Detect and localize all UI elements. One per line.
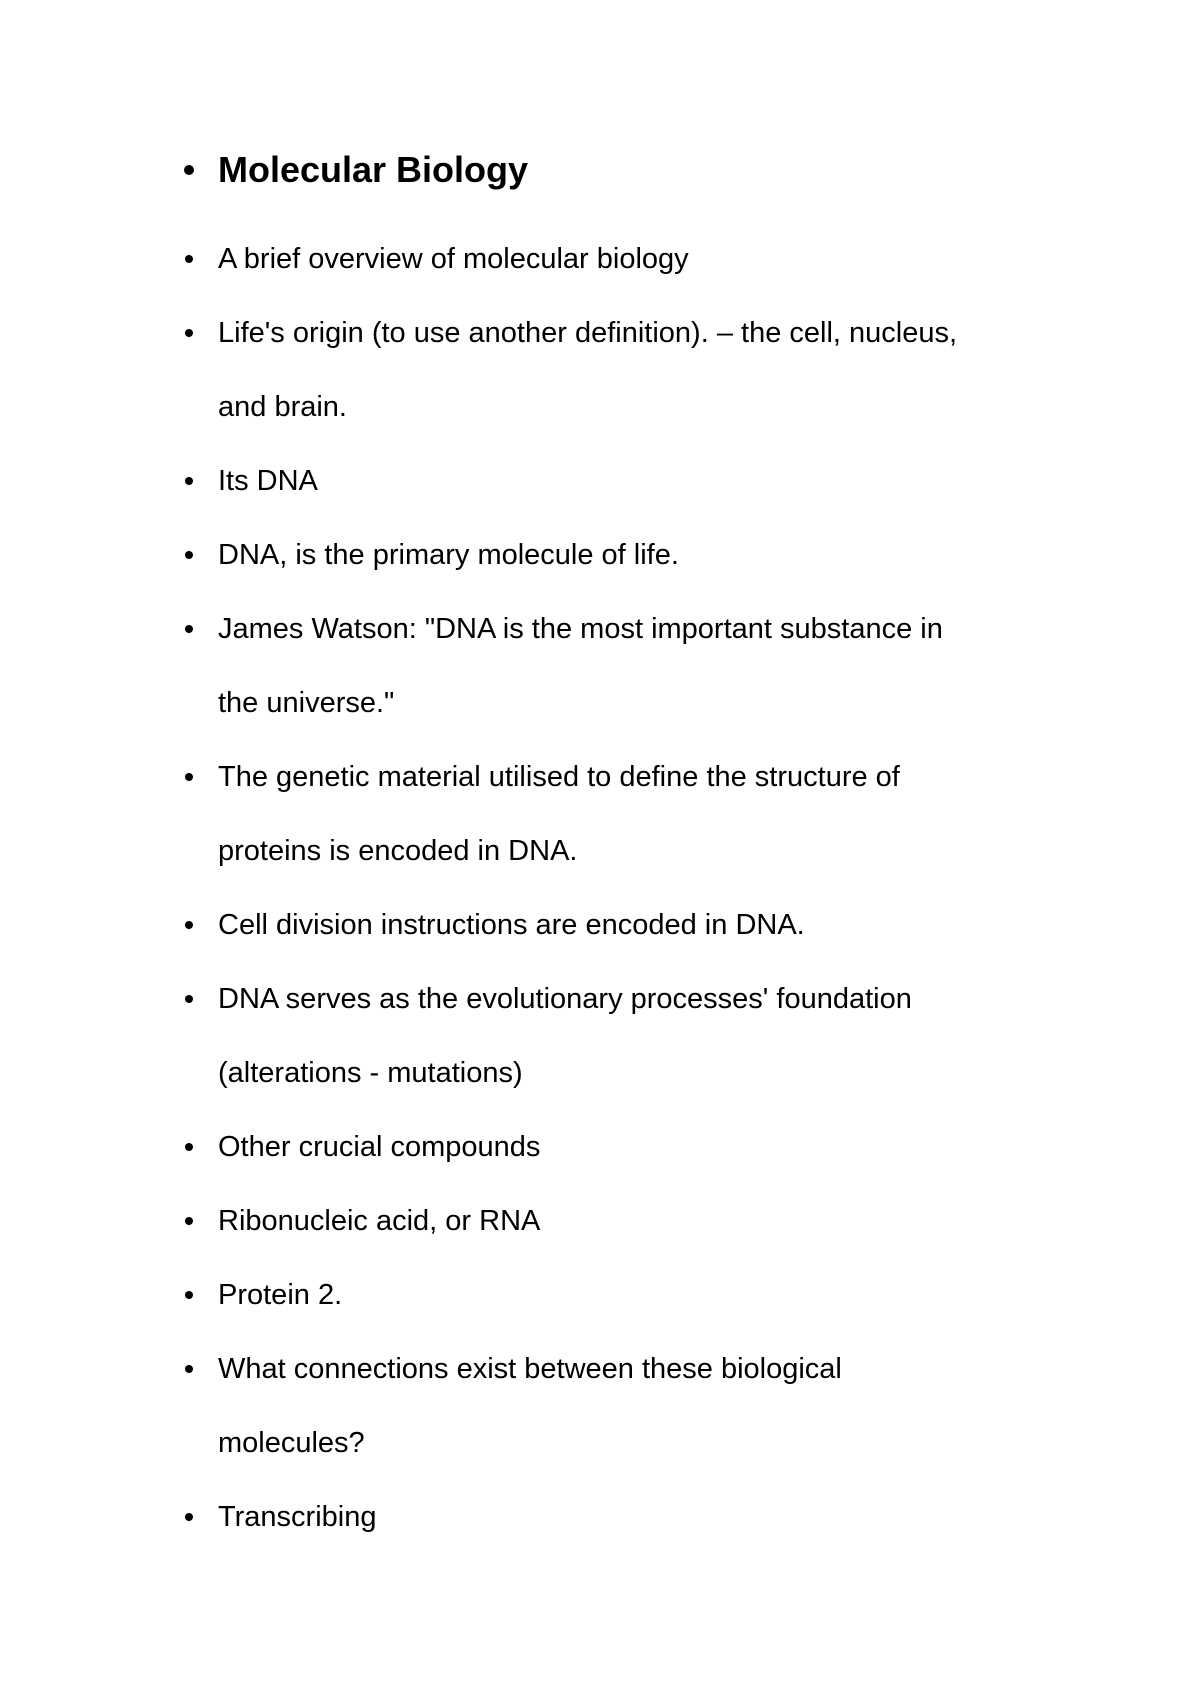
bullet-icon: [185, 329, 193, 337]
list-item-text: (alterations - mutations): [218, 1057, 523, 1089]
bullet-icon: [185, 477, 193, 485]
list-item-text: Cell division instructions are encoded in DNA.: [218, 909, 805, 941]
bullet-icon: [185, 551, 193, 559]
bullet-icon: [185, 1217, 193, 1225]
list-item-text: Ribonucleic acid, or RNA: [218, 1205, 541, 1237]
list-item-text: What connections exist between these biological: [218, 1353, 842, 1385]
page-title: Molecular Biology: [218, 149, 529, 190]
bullet-icon: [185, 1291, 193, 1299]
list-item-text: The genetic material utilised to define the structure of: [218, 761, 900, 793]
list-item-text: DNA, is the primary molecule of life.: [218, 539, 679, 571]
list-item-text: James Watson: "DNA is the most important substance in: [218, 613, 943, 645]
list-item-text: molecules?: [218, 1427, 365, 1459]
list-item-text: Transcribing: [218, 1501, 377, 1533]
bullet-icon: [185, 1143, 193, 1151]
list-item-text: and brain.: [218, 391, 347, 423]
list-item-text: Its DNA: [218, 465, 318, 497]
bullet-icon: [185, 921, 193, 929]
list-item-text: Other crucial compounds: [218, 1131, 541, 1163]
bullet-icon: [185, 995, 193, 1003]
bullet-icon: [185, 1513, 193, 1521]
bullet-icon: [184, 165, 194, 175]
bullet-icon: [185, 1365, 193, 1373]
list-item-text: DNA serves as the evolutionary processes' foundation: [218, 983, 912, 1015]
list-item-text: Life's origin (to use another definition). – the cell, nucleus,: [218, 317, 958, 349]
list-item-text: Protein 2.: [218, 1279, 343, 1311]
list-item-text: A brief overview of molecular biology: [218, 243, 689, 275]
list-item-text: the universe.": [218, 687, 395, 719]
bullet-icon: [185, 625, 193, 633]
bullet-icon: [185, 773, 193, 781]
bullet-icon: [185, 255, 193, 263]
list-item-text: proteins is encoded in DNA.: [218, 835, 578, 867]
